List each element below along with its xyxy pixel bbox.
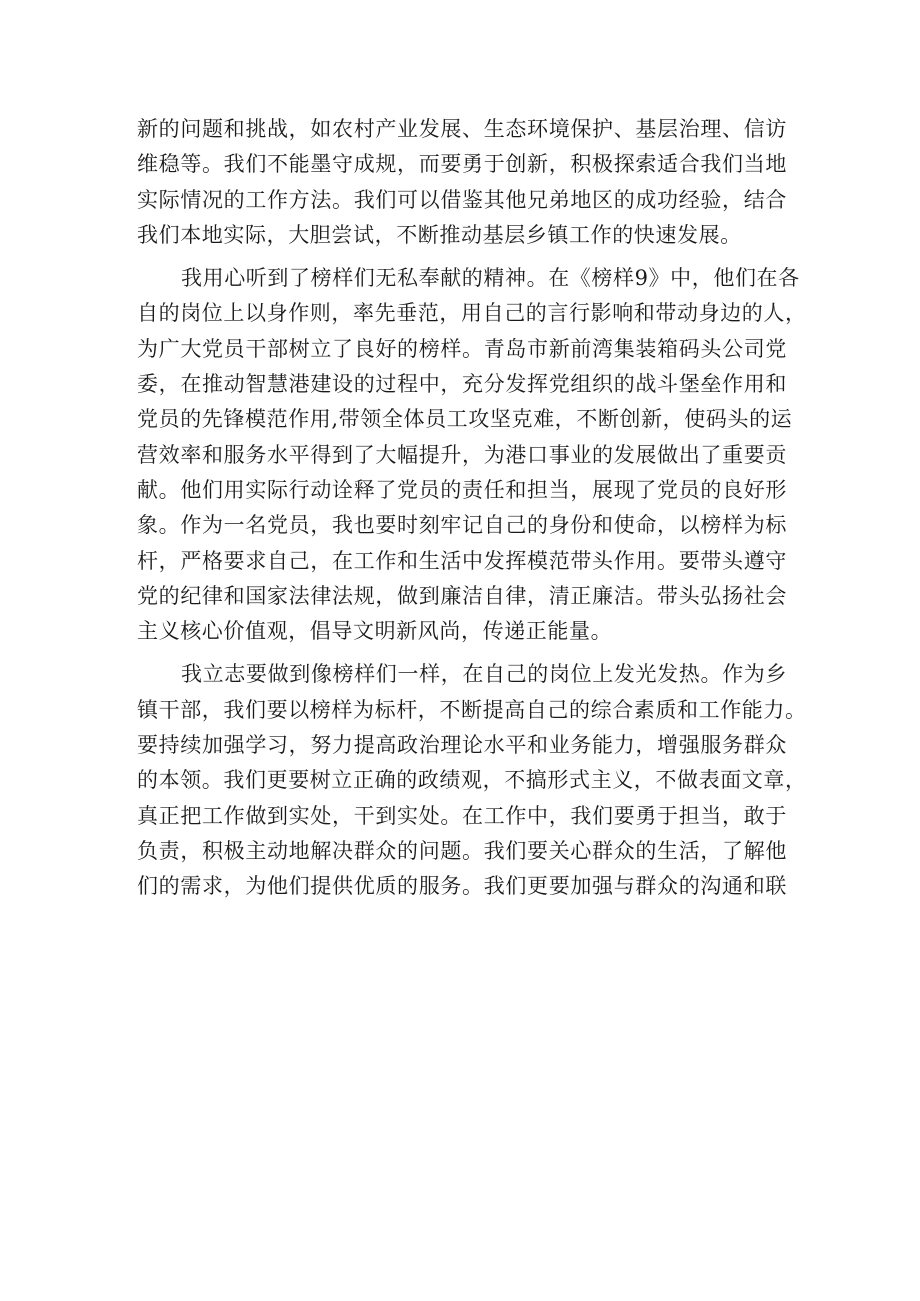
text-line: 主义核心价值观，倡导文明新风尚，传递正能量。 (137, 619, 613, 644)
text-line: 真正把工作做到实处，干到实处。在工作中，我们要勇于担当，敢于 (137, 803, 787, 828)
paragraph-3 (137, 657, 807, 904)
paragraph-1 (137, 112, 787, 253)
text-line: 的本领。我们更要树立正确的政绩观，不搞形式主义，不做表面文章， (137, 768, 807, 793)
text-line: 们的需求，为他们提供优质的服务。我们更要加强与群众的沟通和联 (137, 874, 787, 899)
text-line: 象。作为一名党员，我也要时刻牢记自己的身份和使命，以榜样为标 (137, 513, 787, 538)
text-line: 维稳等。我们不能墨守成规，而要勇于创新，积极探索适合我们当地 (137, 152, 787, 177)
text-line: 党的纪律和国家法律法规，做到廉洁自律，清正廉洁。带头弘扬社会 (137, 583, 787, 608)
text-line: 委，在推动智慧港建设的过程中，充分发挥党组织的战斗堡垒作用和 (137, 372, 787, 397)
text-line: 我立志要做到像榜样们一样，在自己的岗位上发光发热。作为乡 (181, 662, 787, 687)
text-line: 我用心听到了榜样们无私奉献的精神。在《榜样9》中，他们在各 (181, 266, 800, 291)
text-line: 党员的先锋模范作用,带领全体员工攻坚克难，不断创新，使码头的运 (137, 407, 793, 432)
text-line: 营效率和服务水平得到了大幅提升，为港口事业的发展做出了重要贡 (137, 442, 787, 467)
document-body (137, 112, 807, 913)
text-line: 献。他们用实际行动诠释了党员的责任和担当，展现了党员的良好形 (137, 477, 787, 502)
paragraph-2 (137, 261, 807, 649)
text-line: 镇干部，我们要以榜样为标杆，不断提高自己的综合素质和工作能力。 (137, 697, 807, 722)
text-line: 要持续加强学习，努力提高政治理论水平和业务能力，增强服务群众 (137, 733, 787, 758)
text-line: 我们本地实际，大胆尝试，不断推动基层乡镇工作的快速发展。 (137, 222, 742, 247)
text-line: 杆，严格要求自己，在工作和生活中发挥模范带头作用。要带头遵守 (137, 548, 787, 573)
text-line: 实际情况的工作方法。我们可以借鉴其他兄弟地区的成功经验，结合 (137, 187, 787, 212)
text-line: 为广大党员干部树立了良好的榜样。青岛市新前湾集装箱码头公司党 (137, 336, 787, 361)
text-line: 自的岗位上以身作则，率先垂范，用自己的言行影响和带动身边的人， (137, 301, 807, 326)
text-line: 负责，积极主动地解决群众的问题。我们要关心群众的生活，了解他 (137, 838, 787, 863)
text-line: 新的问题和挑战，如农村产业发展、生态环境保护、基层治理、信访 (137, 117, 787, 141)
